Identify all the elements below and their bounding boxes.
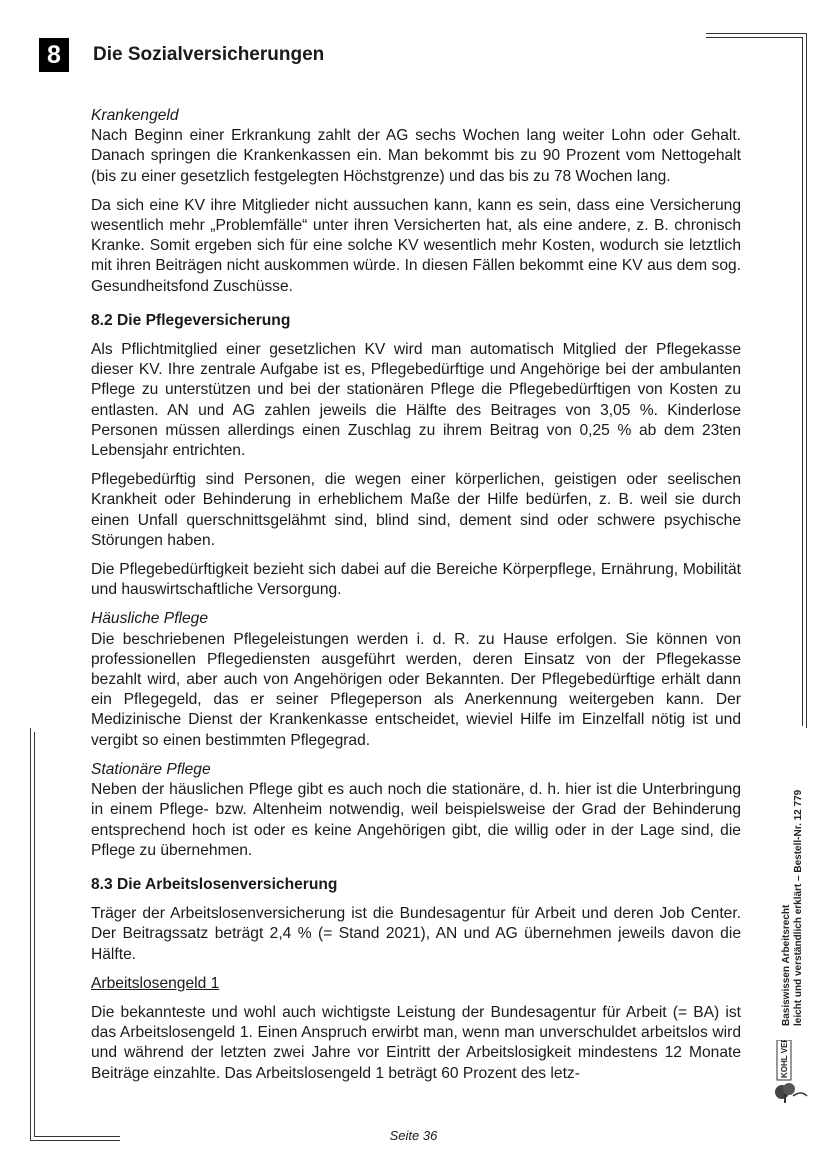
sidebar-subtitle-order: leicht und verständlich erklärt – Bestell-Nr. 12 779 [793, 789, 804, 1026]
frame-left-line [30, 728, 31, 1140]
publisher-logo-text: KOHL VERLAG [780, 1040, 789, 1078]
frame-top-line [706, 33, 806, 34]
subheading: Häusliche Pflege [91, 610, 209, 628]
paragraph: Die Pflegebedürftigkeit bezieht sich dabei auf die Bereiche Körperpflege, Ernährung, Mobilität und hauswirtschaftliche Versorgung. [91, 561, 741, 599]
paragraph: Träger der Arbeitslosenversicherung ist die Bundesagentur für Arbeit und deren Job Center. Der Beitragssatz beträgt 2,4 % (= Stand 2021), AN und AG übernehmen jeweils davon die Hälfte. [91, 905, 741, 963]
paragraph: Da sich eine KV ihre Mitglieder nicht aussuchen kann, kann es sein, dass eine Versicherung wesentlich mehr „Problemfälle“ unter ihren Versicherten hat, als eine andere, z. B. chronisch Kranke. Somit ergeben sich für eine solche KV wesentlich mehr Kosten, wodurch sie letztlich mit ihren Beiträgen nicht auskommen würde. In diesen Fällen bekommt eine KV aus dem sog. Gesundheitsfond Zuschüsse. [91, 196, 741, 295]
frame-top-line-inner [706, 37, 802, 38]
paragraph: Als Pflichtmitglied einer gesetzlichen KV wird man automatisch Mitglied der Pflegekasse dieser KV. Ihre zentrale Aufgabe ist es, Pflegebedürftige und Angehörige bei der ambulanten Pflege zu unterstützen und bei der stationären Pflege die Pflegebedürftigen von Kosten zu entlasten. AN und AG zahlen jeweils die Hälfte des Beitrages von 3,05 %. Kinderlose Personen müssen allerdings einen Zuschlag zu ihrem Beitrag von 0,25 % ab dem 23ten Lebensjahr entrichten. [91, 341, 741, 460]
frame-right-line [806, 33, 807, 728]
page-body [91, 106, 741, 1093]
frame-right-line-inner [802, 37, 803, 726]
paragraph: Die beschriebenen Pflegeleistungen werden i. d. R. zu Hause erfolgen. Sie können von professionellen Pflegediensten ausgeführt werden, deren Einsatz von der Pflegekasse bezahlt wird, aber auch von Angehörigen oder Bekannten. Der Pflegebedürftige erhält dann ein Pflegegeld, das er seiner Pflegeperson als Anerkennung weitergeben kann. Der Medizinische Dienst der Krankenkasse entscheidet, wieviel Hilfe im Einzelfall nötig ist und vergibt so einen bestimmten Pflegegrad. [91, 630, 741, 749]
section-heading: 8.3 Die Arbeitslosenversicherung [91, 875, 338, 893]
paragraph: Nach Beginn einer Erkrankung zahlt der AG sechs Wochen lang weiter Lohn oder Gehalt. Danach springen die Krankenkassen ein. Man bekommt bis zu 90 Prozent vom Nettogehalt (bis zu einer gesetzlich festgelegten Höchstgrenze) und das bis zu 78 Wochen lang. [91, 127, 741, 185]
paragraph: Neben der häuslichen Pflege gibt es auch noch die stationäre, d. h. hier ist die Unterbringung in einem Pflege- bzw. Altenheim notwendig, weil beispielsweise der Grad der Behinderung entsprechend hoch ist oder es keine Angehörigen gibt, die willig oder in der Lage sind, die Pflege zu übernehmen. [91, 781, 741, 859]
underlined-subheading: Arbeitslosengeld 1 [91, 974, 220, 992]
paragraph: Pflegebedürftig sind Personen, die wegen einer körperlichen, geistigen oder seelischen Krankheit oder Behinderung in erheblichem Maße der Hilfe bedürfen, z. B. weil sie durch einen Unfall querschnittsgelähmt sind, blind sind, dement sind oder schwere psychische Störungen haben. [91, 471, 741, 549]
chapter-number-badge: 8 [39, 38, 69, 72]
page-number: Seite 36 [389, 1128, 438, 1143]
section-heading: 8.2 Die Pflegeversicherung [91, 311, 291, 329]
sidebar-book-title: Basiswissen Arbeitsrecht [781, 904, 792, 1026]
frame-left-line-inner [34, 732, 35, 1136]
chapter-title: Die Sozialversicherungen [93, 44, 325, 65]
publisher-logo [771, 1040, 813, 1104]
subheading: Stationäre Pflege [91, 760, 211, 778]
sidebar-imprint [764, 740, 822, 1030]
paragraph: Die bekannteste und wohl auch wichtigste Leistung der Bundesagentur für Arbeit (= BA) ist das Arbeitslosengeld 1. Einen Anspruch erwirbt man, wenn man unverschuldet arbeitslos wird und während der letzten zwei Jahre vor Eintritt der Arbeitslosigkeit mindestens 12 Monate Beiträge einzahlte. Das Arbeitslosengeld 1 beträgt 60 Prozent des letz- [91, 1003, 741, 1082]
subheading: Krankengeld [91, 107, 179, 124]
